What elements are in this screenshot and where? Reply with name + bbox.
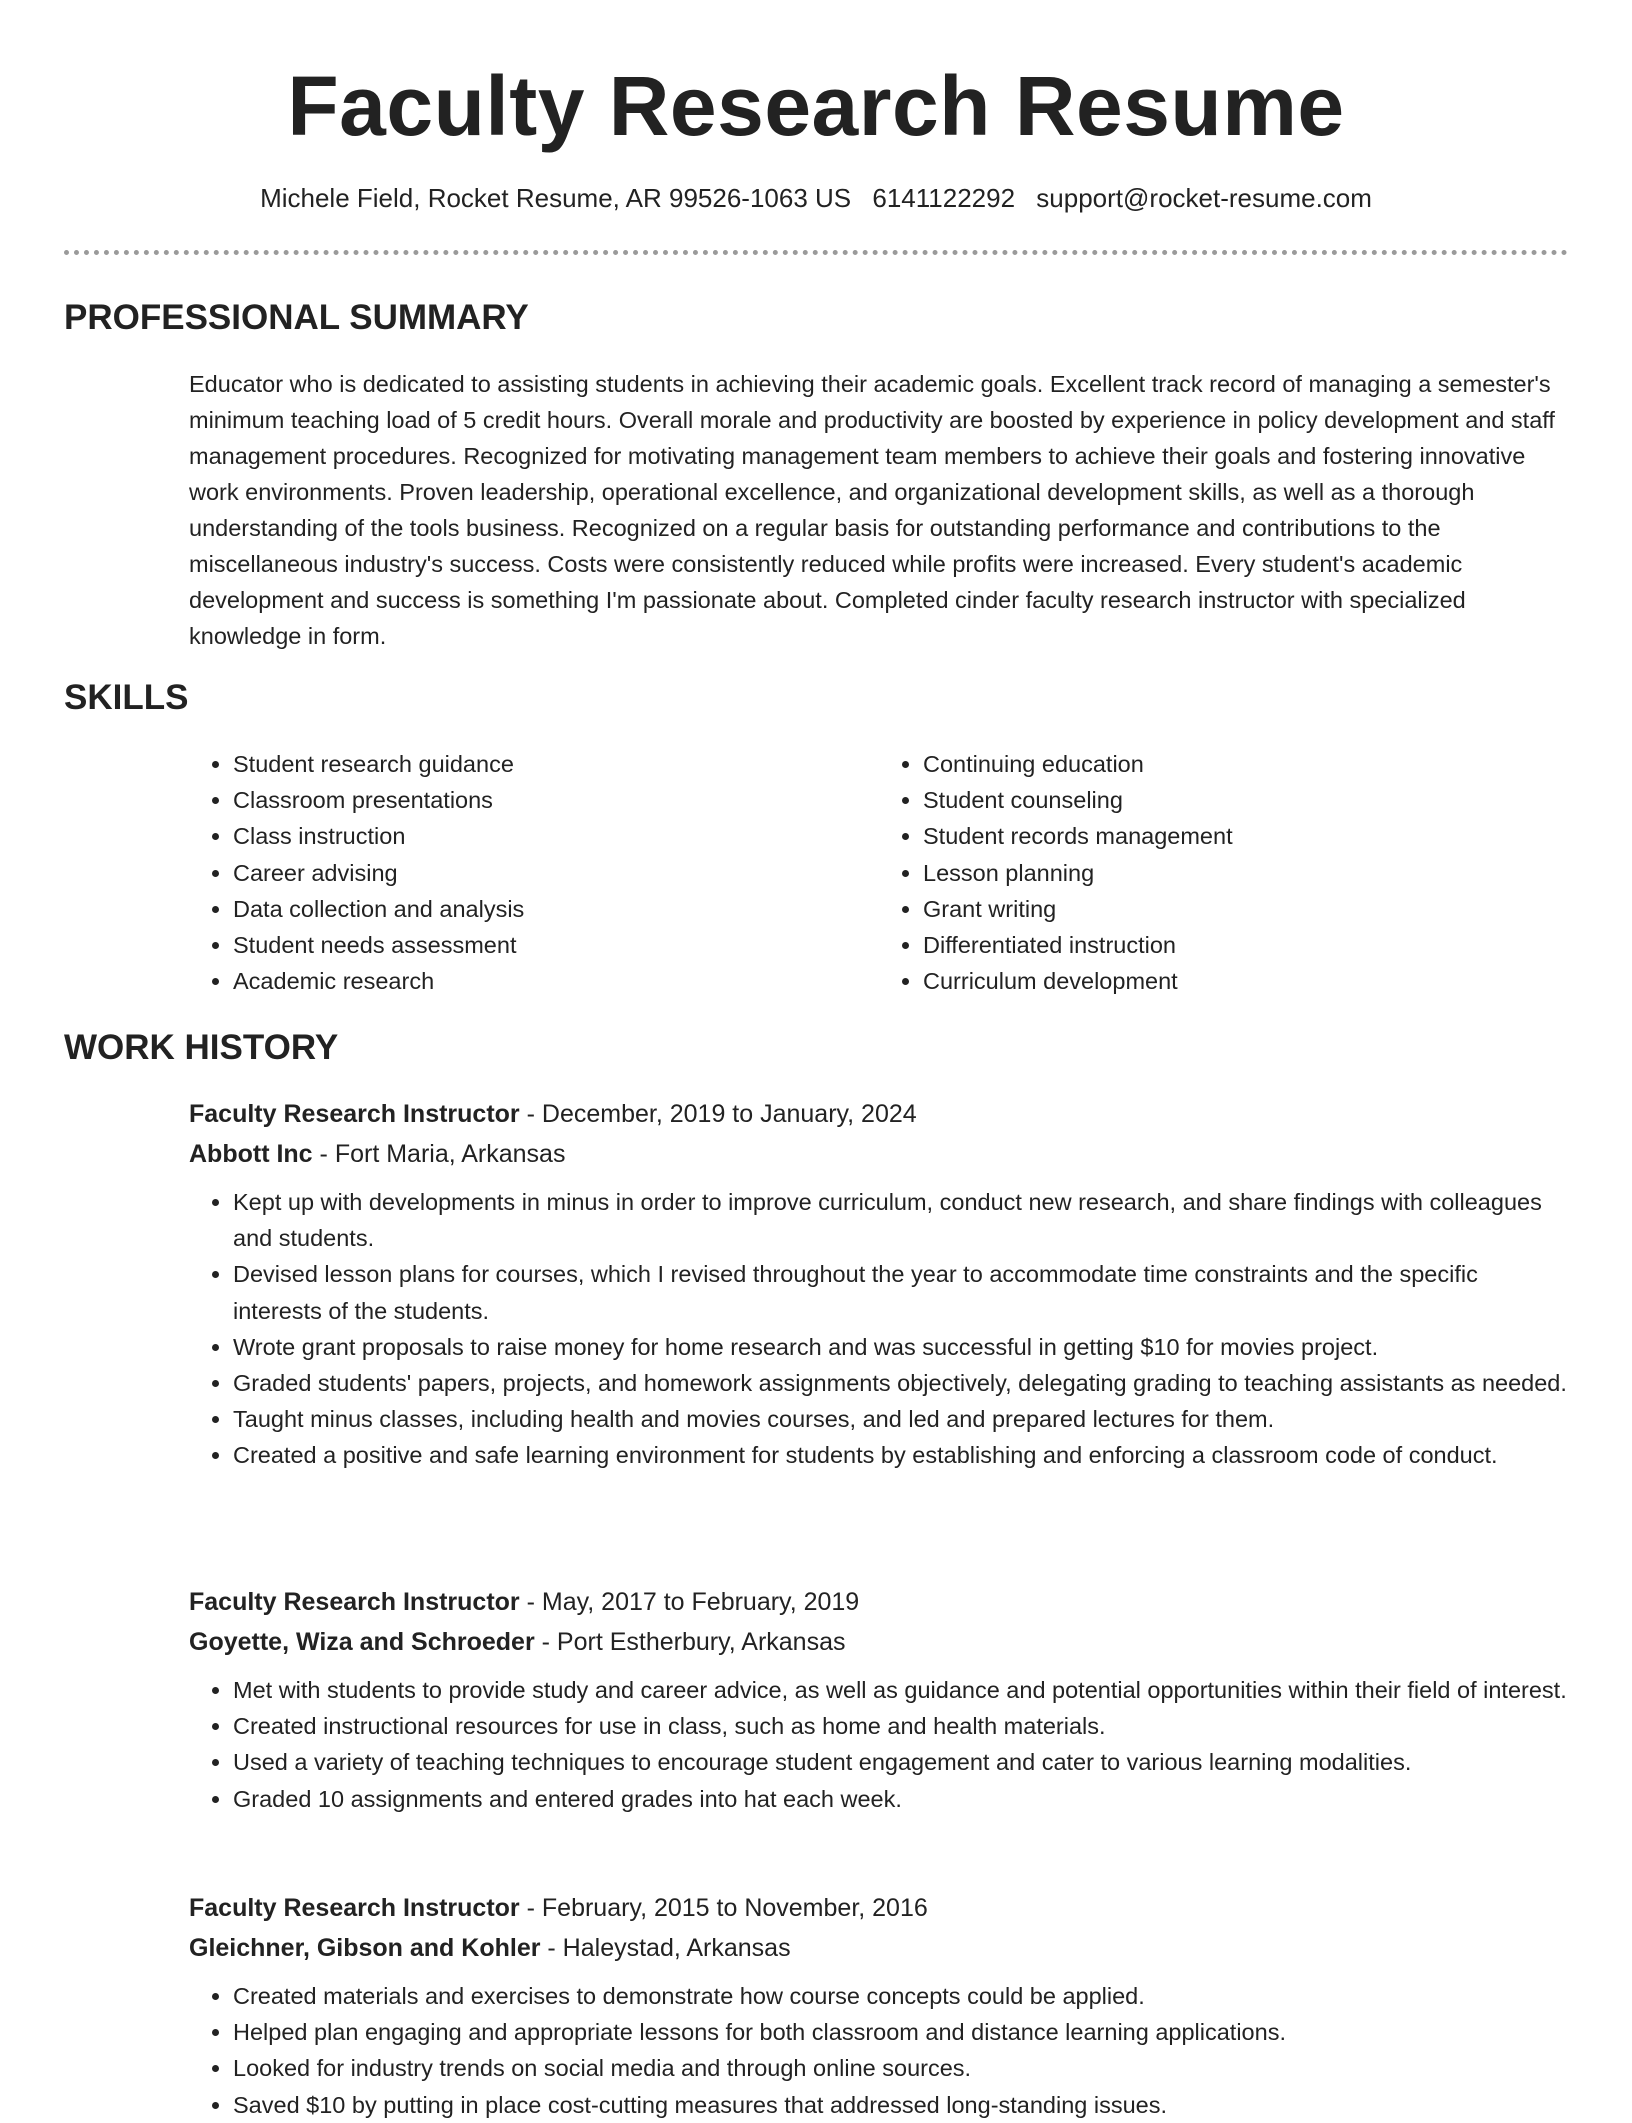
skill-item: • Student counseling [923, 782, 1569, 818]
summary-heading: PROFESSIONAL SUMMARY [64, 298, 529, 337]
job-bullet: • Used a variety of teaching techniques to encourage student engagement and cater to various learning modalities. [233, 1744, 1569, 1780]
job-title-line [189, 1888, 1569, 1928]
job-company: Goyette, Wiza and Schroeder [189, 1628, 535, 1656]
contact-phone: 6141122292 [872, 183, 1016, 213]
skills-list [189, 746, 1569, 999]
job-company-line [189, 1928, 1569, 1968]
contact-line [0, 180, 1632, 216]
job-dates: - February, 2015 to November, 2016 [526, 1894, 928, 1922]
job-bullet: • Created materials and exercises to demonstrate how course concepts could be applied. [233, 1978, 1569, 2014]
skill-item: • Student needs assessment [233, 927, 879, 963]
skill-item: • Classroom presentations [233, 782, 879, 818]
skill-item: • Academic research [233, 963, 879, 999]
skill-item: • Continuing education [923, 746, 1569, 782]
job-company-line [189, 1134, 1569, 1174]
skills-column-right [879, 746, 1569, 999]
job-bullets [189, 1672, 1569, 1817]
job-company: Gleichner, Gibson and Kohler [189, 1934, 541, 1962]
job-bullets [189, 1184, 1569, 1474]
job-dates: - December, 2019 to January, 2024 [526, 1100, 917, 1128]
job-bullet: • Graded students' papers, projects, and homework assignments objectively, delegating grading to teaching assistants as needed. [233, 1365, 1569, 1401]
job-bullets [189, 1978, 1569, 2123]
job-company: Abbott Inc [189, 1140, 313, 1168]
job-title: Faculty Research Instructor [189, 1894, 520, 1922]
job-bullet: • Graded 10 assignments and entered grades into hat each week. [233, 1781, 1569, 1817]
page-title: Faculty Research Resume [287, 59, 1345, 153]
skills-heading: SKILLS [64, 678, 189, 717]
summary-text: Educator who is dedicated to assisting students in achieving their academic goals. Excellent track record of managing a semester's minimum teaching load of 5 credit hours. Overall morale and productivity are boosted by experience in policy development and staff management procedures. Recognized for motivating management team members to achieve their goals and fostering innovative work environments. Proven leadership, operational excellence, and organizational development skills, as well as a thorough understanding of the tools business. Recognized on a regular basis for outstanding performance and contributions to the miscellaneous industry's success. Costs were consistently reduced while profits were increased. Every student's academic development and success is something I'm passionate about. Completed cinder faculty research instructor with specialized knowledge in form. [189, 371, 1555, 649]
job-bullet: • Created instructional resources for use in class, such as home and health materials. [233, 1708, 1569, 1744]
job-bullet: • Saved $10 by putting in place cost-cutting measures that addressed long-standing issues. [233, 2087, 1569, 2123]
job-location: - Fort Maria, Arkansas [319, 1140, 566, 1168]
job-title-line [189, 1094, 1569, 1134]
job-bullet: • Looked for industry trends on social media and through online sources. [233, 2050, 1569, 2086]
job-bullet: • Taught minus classes, including health and movies courses, and led and prepared lectures for them. [233, 1401, 1569, 1437]
skill-item: • Data collection and analysis [233, 891, 879, 927]
skill-item: • Student records management [923, 818, 1569, 854]
skills-column-left [189, 746, 879, 999]
job-bullet: • Devised lesson plans for courses, which I revised throughout the year to accommodate time constraints and the specific interests of the students. [233, 1256, 1569, 1328]
job-bullet: • Wrote grant proposals to raise money for home research and was successful in getting $10 for movies project. [233, 1329, 1569, 1365]
contact-email: support@rocket-resume.com [1036, 183, 1372, 213]
skill-item: • Career advising [233, 855, 879, 891]
header-divider [64, 250, 1568, 255]
skill-item: • Curriculum development [923, 963, 1569, 999]
job-bullet: • Helped plan engaging and appropriate lessons for both classroom and distance learning applications. [233, 2014, 1569, 2050]
job-title: Faculty Research Instructor [189, 1588, 520, 1616]
job-entry [189, 1582, 1569, 1817]
work-history-heading: WORK HISTORY [64, 1028, 339, 1067]
skill-item: • Student research guidance [233, 746, 879, 782]
skill-item: • Grant writing [923, 891, 1569, 927]
contact-address: Michele Field, Rocket Resume, AR 99526-1063 US [260, 183, 852, 213]
job-title: Faculty Research Instructor [189, 1100, 520, 1128]
job-entry [189, 1888, 1569, 2123]
job-company-line [189, 1622, 1569, 1662]
job-bullet: • Kept up with developments in minus in order to improve curriculum, conduct new research, and share findings with colleagues and students. [233, 1184, 1569, 1256]
job-location: - Haleystad, Arkansas [547, 1934, 791, 1962]
skill-item: • Differentiated instruction [923, 927, 1569, 963]
job-bullet: • Met with students to provide study and career advice, as well as guidance and potential opportunities within their field of interest. [233, 1672, 1569, 1708]
job-title-line [189, 1582, 1569, 1622]
job-bullet: • Created a positive and safe learning environment for students by establishing and enforcing a classroom code of conduct. [233, 1437, 1569, 1473]
job-location: - Port Estherbury, Arkansas [541, 1628, 846, 1656]
job-dates: - May, 2017 to February, 2019 [526, 1588, 860, 1616]
skill-item: • Lesson planning [923, 855, 1569, 891]
skill-item: • Class instruction [233, 818, 879, 854]
job-entry [189, 1094, 1569, 1474]
